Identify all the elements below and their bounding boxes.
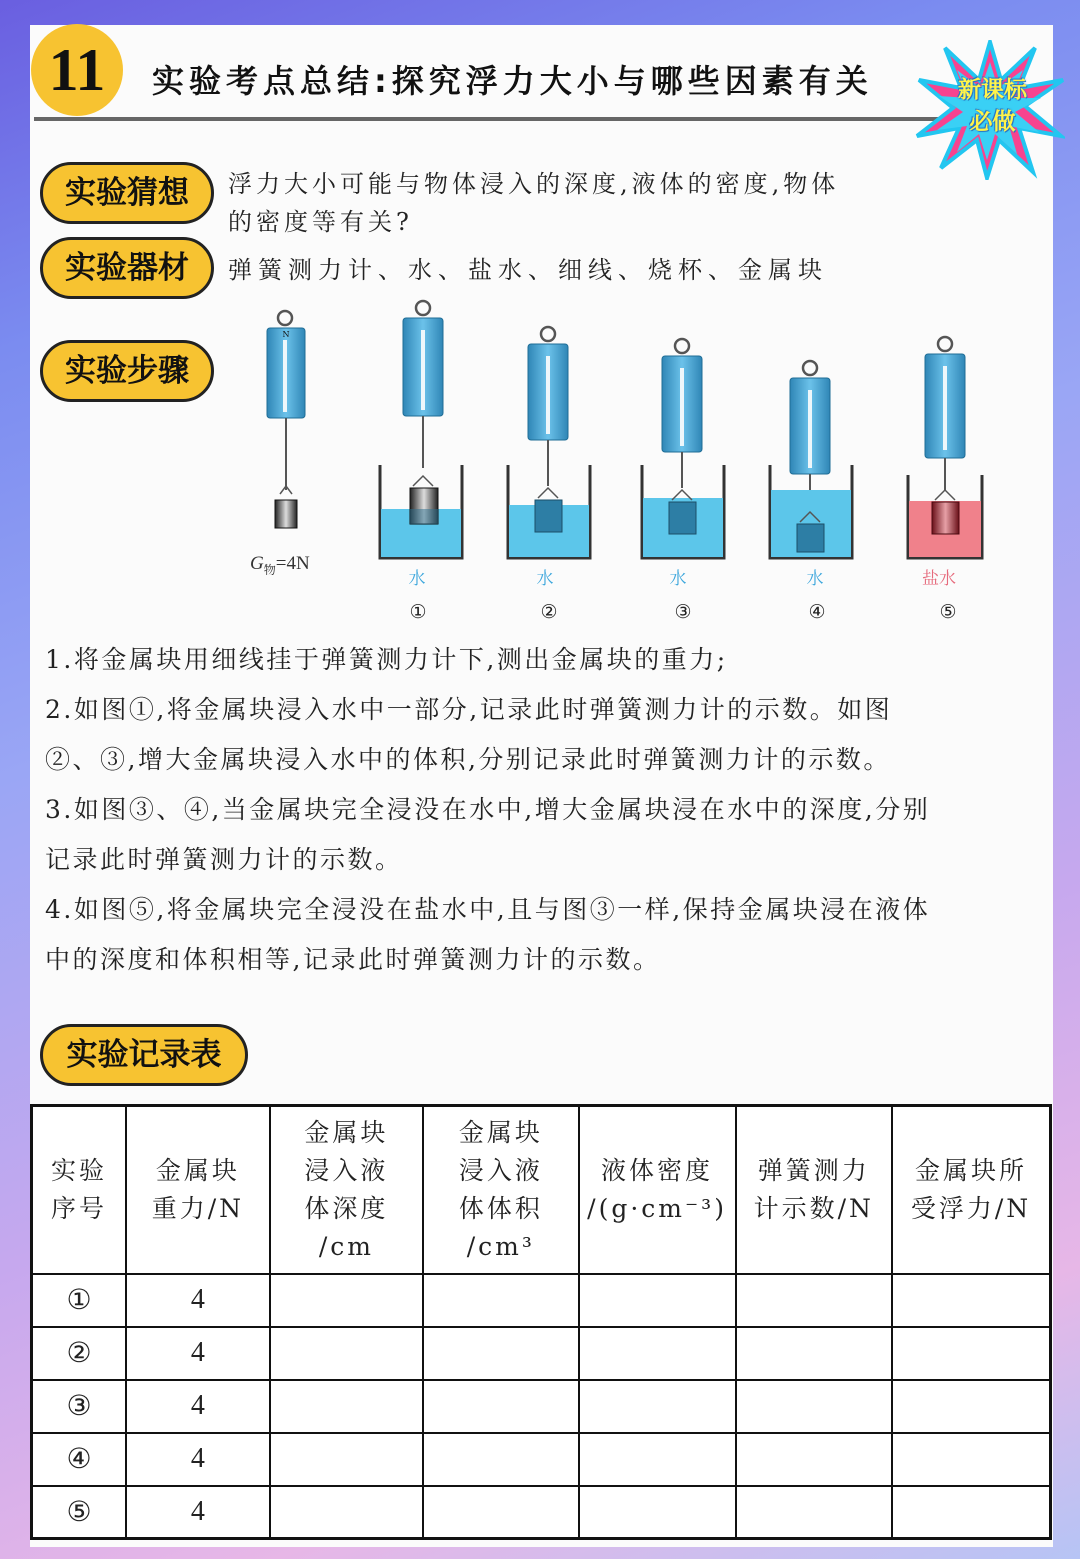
table-cell: 4 bbox=[126, 1486, 270, 1539]
header-density: 液体密度 /(g·cm⁻³) bbox=[579, 1106, 736, 1274]
scale-unit-label: N bbox=[282, 330, 290, 339]
table-cell[interactable] bbox=[736, 1327, 892, 1380]
table-cell[interactable] bbox=[892, 1380, 1051, 1433]
table-cell[interactable] bbox=[579, 1327, 736, 1380]
steps-label: 实验步骤 bbox=[40, 340, 214, 402]
liquid-label-3: 水 bbox=[669, 569, 687, 589]
weight-label-sub: 物 bbox=[263, 563, 276, 577]
table-cell[interactable] bbox=[423, 1486, 578, 1539]
hypothesis-label: 实验猜想 bbox=[40, 162, 214, 224]
header-depth: 金属块 浸入液 体深度 /cm bbox=[270, 1106, 423, 1274]
header-scale-reading: 弹簧测力 计示数/N bbox=[736, 1106, 892, 1274]
table-cell[interactable] bbox=[270, 1433, 423, 1486]
table-cell[interactable] bbox=[892, 1433, 1051, 1486]
record-table bbox=[30, 1104, 1052, 1540]
title-divider bbox=[34, 117, 944, 121]
table-cell[interactable] bbox=[270, 1327, 423, 1380]
table-cell[interactable] bbox=[423, 1380, 578, 1433]
weight-label-g: G bbox=[250, 553, 264, 574]
header-weight: 金属块 重力/N bbox=[126, 1106, 270, 1274]
liquid-label-2: 水 bbox=[536, 569, 554, 589]
table-cell: 4 bbox=[126, 1380, 270, 1433]
header-buoyancy: 金属块所 受浮力/N bbox=[892, 1106, 1051, 1274]
table-cell: 4 bbox=[126, 1327, 270, 1380]
table-cell[interactable] bbox=[892, 1274, 1051, 1327]
table-cell[interactable] bbox=[736, 1274, 892, 1327]
table-cell: ⑤ bbox=[32, 1486, 127, 1539]
hypothesis-line-2: 的密度等有关? bbox=[228, 208, 413, 236]
materials-label: 实验器材 bbox=[40, 237, 214, 299]
table-cell[interactable] bbox=[736, 1486, 892, 1539]
badge-line-1: 新课标 bbox=[958, 77, 1027, 103]
table-cell[interactable] bbox=[270, 1486, 423, 1539]
step-line-3: ②、③,增大金属块浸入水中的体积,分别记录此时弹簧测力计的示数。 bbox=[45, 745, 891, 774]
table-cell[interactable] bbox=[892, 1486, 1051, 1539]
table-cell[interactable] bbox=[579, 1380, 736, 1433]
table-header-row bbox=[32, 1106, 1051, 1274]
setup-index-1: ① bbox=[409, 601, 427, 623]
table-row bbox=[32, 1274, 1051, 1327]
table-cell: 4 bbox=[126, 1433, 270, 1486]
setup-3 bbox=[642, 339, 724, 558]
setup-index-2: ② bbox=[540, 601, 558, 623]
step-line-7: 中的深度和体积相等,记录此时弹簧测力计的示数。 bbox=[45, 945, 661, 974]
section-number-badge: 11 bbox=[31, 24, 123, 116]
table-cell[interactable] bbox=[892, 1327, 1051, 1380]
weight-label-value: =4N bbox=[275, 553, 310, 574]
badge-line-2: 必做 bbox=[969, 109, 1016, 135]
setup-1 bbox=[380, 301, 462, 558]
table-cell: ① bbox=[32, 1274, 127, 1327]
step-line-6: 4.如图⑤,将金属块完全浸没在盐水中,且与图③一样,保持金属块浸在液体 bbox=[45, 895, 931, 924]
experiment-diagram bbox=[240, 290, 1000, 630]
table-cell[interactable] bbox=[423, 1274, 578, 1327]
spring-scale-standalone bbox=[267, 311, 305, 528]
step-line-1: 1.将金属块用细线挂于弹簧测力计下,测出金属块的重力; bbox=[45, 645, 728, 674]
table-row bbox=[32, 1380, 1051, 1433]
page-title: 实验考点总结:探究浮力大小与哪些因素有关 bbox=[152, 62, 873, 100]
table-row bbox=[32, 1327, 1051, 1380]
record-table-label: 实验记录表 bbox=[40, 1024, 248, 1086]
table-cell: 4 bbox=[126, 1274, 270, 1327]
table-cell[interactable] bbox=[423, 1327, 578, 1380]
table-row bbox=[32, 1486, 1051, 1539]
liquid-label-4: 水 bbox=[806, 569, 824, 589]
liquid-label-5: 盐水 bbox=[922, 569, 956, 589]
metal-block bbox=[275, 500, 297, 528]
table-cell[interactable] bbox=[423, 1433, 578, 1486]
setup-index-5: ⑤ bbox=[939, 601, 957, 623]
setup-4 bbox=[770, 361, 852, 558]
hypothesis-line-1: 浮力大小可能与物体浸入的深度,液体的密度,物体 bbox=[228, 170, 840, 198]
setup-2 bbox=[508, 327, 590, 558]
badge-text bbox=[945, 74, 1040, 138]
table-cell[interactable] bbox=[270, 1380, 423, 1433]
setup-index-4: ④ bbox=[808, 601, 826, 623]
table-cell: ③ bbox=[32, 1380, 127, 1433]
setup-index-3: ③ bbox=[674, 601, 692, 623]
weight-label bbox=[250, 553, 310, 577]
table-cell[interactable] bbox=[270, 1274, 423, 1327]
liquid-label-1: 水 bbox=[408, 569, 426, 589]
setup-5 bbox=[908, 337, 982, 558]
table-cell: ④ bbox=[32, 1433, 127, 1486]
header-trial-no: 实验 序号 bbox=[32, 1106, 127, 1274]
header-volume: 金属块 浸入液 体体积 /cm³ bbox=[423, 1106, 578, 1274]
step-line-5: 记录此时弹簧测力计的示数。 bbox=[45, 845, 403, 874]
table-row bbox=[32, 1433, 1051, 1486]
step-line-2: 2.如图①,将金属块浸入水中一部分,记录此时弹簧测力计的示数。如图 bbox=[45, 695, 893, 724]
table-cell[interactable] bbox=[736, 1433, 892, 1486]
materials-text: 弹簧测力计、水、盐水、细线、烧杯、金属块 bbox=[228, 256, 828, 284]
table-cell: ② bbox=[32, 1327, 127, 1380]
table-cell[interactable] bbox=[736, 1380, 892, 1433]
step-line-4: 3.如图③、④,当金属块完全浸没在水中,增大金属块浸在水中的深度,分别 bbox=[45, 795, 931, 824]
table-cell[interactable] bbox=[579, 1433, 736, 1486]
table-cell[interactable] bbox=[579, 1486, 736, 1539]
table-cell[interactable] bbox=[579, 1274, 736, 1327]
